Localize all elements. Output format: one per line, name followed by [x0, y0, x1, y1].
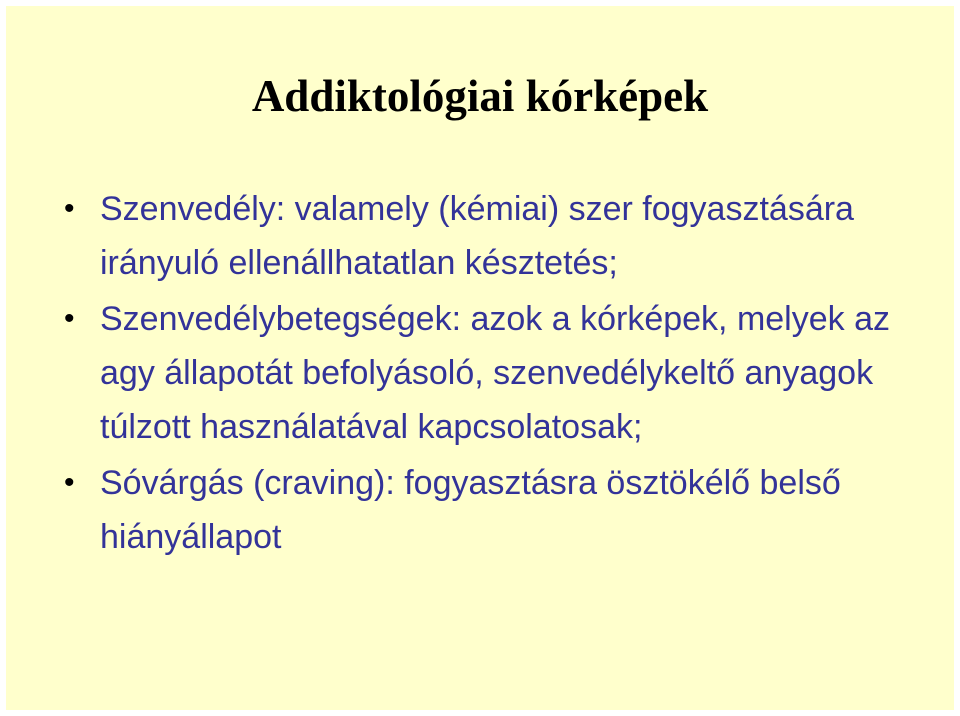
bullet-text: Szenvedélybetegségek: azok a kórképek, melyek az agy állapotát befolyásoló, szenvedélykeltő anyagok túlzott használatával kapcsolatosak; [100, 300, 891, 446]
bullet-icon: • [64, 466, 75, 499]
bullet-text: Szenvedély: valamely (kémiai) szer fogyasztására irányuló ellenállhatatlan késztetés; [100, 190, 854, 282]
bullet-item [64, 182, 924, 290]
bullet-list [64, 182, 924, 564]
bullet-icon: • [64, 302, 75, 335]
slide [6, 6, 954, 710]
bullet-icon: • [64, 192, 75, 225]
slide-title: Addiktológiai kórképek [251, 71, 709, 121]
bullet-item [64, 456, 924, 564]
bullet-item [64, 292, 924, 454]
bullet-text: Sóvárgás (craving): fogyasztásra ösztökélő belső hiányállapot [100, 464, 841, 556]
